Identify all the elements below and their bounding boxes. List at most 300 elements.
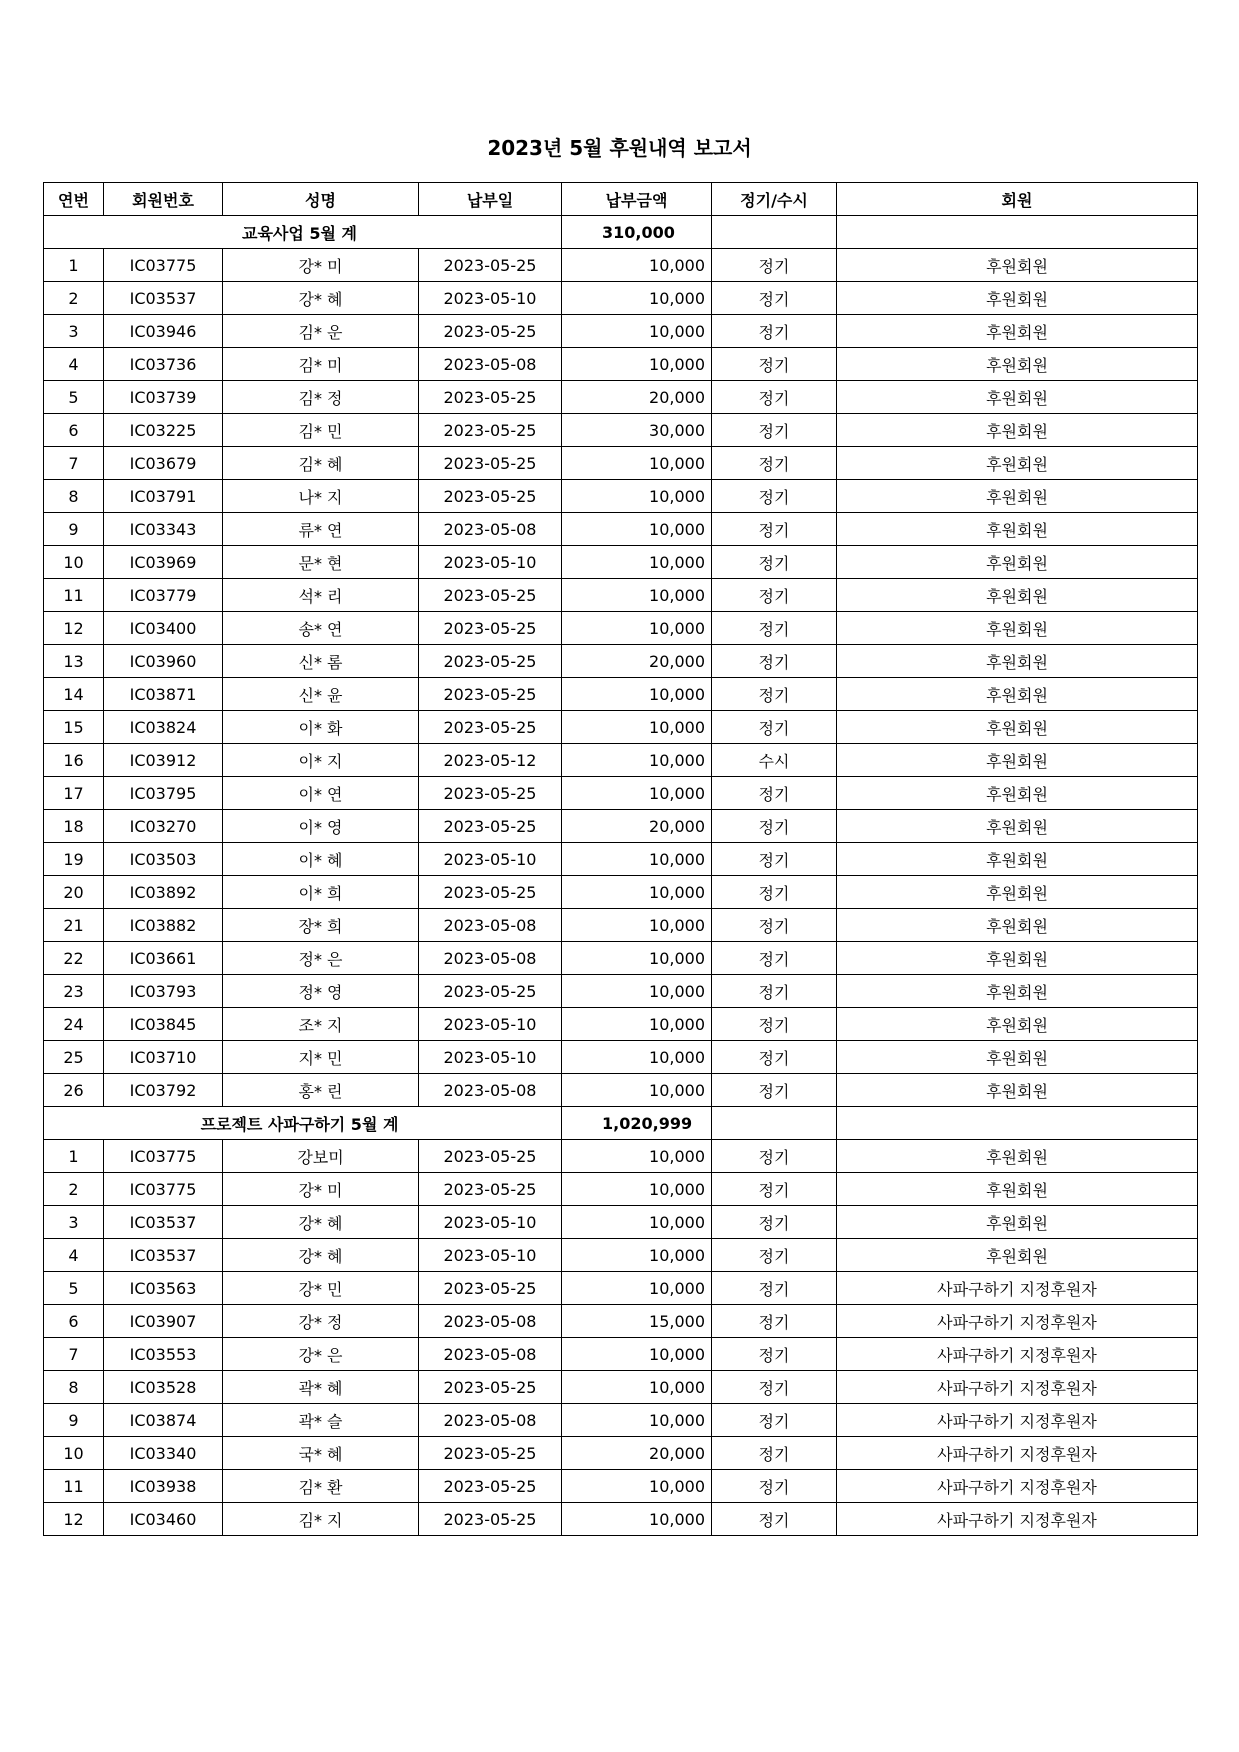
table-row bbox=[44, 1470, 1198, 1503]
cell-index: 11 bbox=[44, 1470, 104, 1503]
cell-type: 정기 bbox=[712, 1272, 837, 1305]
cell-amount: 10,000 bbox=[562, 1041, 712, 1074]
cell-payment-date: 2023-05-10 bbox=[419, 1239, 562, 1272]
cell-member-id: IC03528 bbox=[104, 1371, 223, 1404]
cell-type: 정기 bbox=[712, 1008, 837, 1041]
table-row bbox=[44, 249, 1198, 282]
cell-amount: 10,000 bbox=[562, 909, 712, 942]
cell-amount: 10,000 bbox=[562, 942, 712, 975]
cell-index: 15 bbox=[44, 711, 104, 744]
header-row bbox=[44, 183, 1198, 216]
cell-name: 김* 혜 bbox=[223, 447, 419, 480]
table-row bbox=[44, 744, 1198, 777]
cell-member-type: 후원회원 bbox=[837, 381, 1198, 414]
cell-amount: 10,000 bbox=[562, 1074, 712, 1107]
cell-type: 정기 bbox=[712, 348, 837, 381]
cell-payment-date: 2023-05-25 bbox=[419, 414, 562, 447]
cell-member-id: IC03892 bbox=[104, 876, 223, 909]
cell-payment-date: 2023-05-25 bbox=[419, 447, 562, 480]
cell-type: 정기 bbox=[712, 1470, 837, 1503]
cell-index: 7 bbox=[44, 1338, 104, 1371]
cell-payment-date: 2023-05-25 bbox=[419, 480, 562, 513]
header-amount: 납부금액 bbox=[562, 183, 712, 216]
cell-index: 12 bbox=[44, 612, 104, 645]
cell-index: 2 bbox=[44, 1173, 104, 1206]
cell-member-type: 사파구하기 지정후원자 bbox=[837, 1272, 1198, 1305]
cell-amount: 10,000 bbox=[562, 282, 712, 315]
table-row bbox=[44, 546, 1198, 579]
cell-member-id: IC03791 bbox=[104, 480, 223, 513]
cell-member-id: IC03824 bbox=[104, 711, 223, 744]
cell-amount: 10,000 bbox=[562, 315, 712, 348]
cell-member-id: IC03553 bbox=[104, 1338, 223, 1371]
table-row bbox=[44, 1404, 1198, 1437]
cell-name: 정* 은 bbox=[223, 942, 419, 975]
table-row bbox=[44, 1041, 1198, 1074]
cell-member-type: 후원회원 bbox=[837, 480, 1198, 513]
cell-name: 이* 화 bbox=[223, 711, 419, 744]
cell-payment-date: 2023-05-25 bbox=[419, 1470, 562, 1503]
cell-type: 정기 bbox=[712, 1074, 837, 1107]
section-label: 교육사업 5월 계 bbox=[44, 216, 562, 249]
cell-amount: 20,000 bbox=[562, 1437, 712, 1470]
cell-payment-date: 2023-05-25 bbox=[419, 381, 562, 414]
cell-name: 송* 연 bbox=[223, 612, 419, 645]
cell-name: 이* 혜 bbox=[223, 843, 419, 876]
cell-member-type: 후원회원 bbox=[837, 1008, 1198, 1041]
cell-index: 25 bbox=[44, 1041, 104, 1074]
table-row bbox=[44, 414, 1198, 447]
cell-amount: 10,000 bbox=[562, 1206, 712, 1239]
cell-payment-date: 2023-05-25 bbox=[419, 1503, 562, 1536]
cell-member-type: 후원회원 bbox=[837, 1074, 1198, 1107]
cell-index: 13 bbox=[44, 645, 104, 678]
cell-payment-date: 2023-05-08 bbox=[419, 1404, 562, 1437]
cell-name: 강* 혜 bbox=[223, 1239, 419, 1272]
section-total: 1,020,999 bbox=[562, 1107, 712, 1140]
cell-amount: 10,000 bbox=[562, 1470, 712, 1503]
cell-member-type: 사파구하기 지정후원자 bbox=[837, 1305, 1198, 1338]
cell-member-id: IC03793 bbox=[104, 975, 223, 1008]
cell-amount: 10,000 bbox=[562, 744, 712, 777]
cell-name: 김* 미 bbox=[223, 348, 419, 381]
table-row bbox=[44, 1008, 1198, 1041]
cell-member-id: IC03563 bbox=[104, 1272, 223, 1305]
cell-payment-date: 2023-05-25 bbox=[419, 810, 562, 843]
cell-name: 강* 은 bbox=[223, 1338, 419, 1371]
cell-type: 정기 bbox=[712, 513, 837, 546]
cell-name: 이* 희 bbox=[223, 876, 419, 909]
cell-member-id: IC03736 bbox=[104, 348, 223, 381]
cell-member-type: 후원회원 bbox=[837, 1140, 1198, 1173]
cell-member-type: 사파구하기 지정후원자 bbox=[837, 1437, 1198, 1470]
table-row bbox=[44, 579, 1198, 612]
cell-type: 정기 bbox=[712, 843, 837, 876]
cell-type: 정기 bbox=[712, 711, 837, 744]
cell-amount: 20,000 bbox=[562, 810, 712, 843]
cell-name: 홍* 린 bbox=[223, 1074, 419, 1107]
cell-payment-date: 2023-05-10 bbox=[419, 546, 562, 579]
cell-member-id: IC03537 bbox=[104, 1239, 223, 1272]
cell-amount: 10,000 bbox=[562, 711, 712, 744]
cell-member-id: IC03340 bbox=[104, 1437, 223, 1470]
cell-type: 정기 bbox=[712, 381, 837, 414]
cell-type: 정기 bbox=[712, 678, 837, 711]
cell-name: 류* 연 bbox=[223, 513, 419, 546]
table-row bbox=[44, 1074, 1198, 1107]
table-row bbox=[44, 315, 1198, 348]
table-row bbox=[44, 810, 1198, 843]
table-row bbox=[44, 876, 1198, 909]
cell-name: 강* 미 bbox=[223, 249, 419, 282]
cell-payment-date: 2023-05-12 bbox=[419, 744, 562, 777]
cell-index: 5 bbox=[44, 381, 104, 414]
cell-type: 정기 bbox=[712, 942, 837, 975]
cell-member-id: IC03882 bbox=[104, 909, 223, 942]
table-row bbox=[44, 1140, 1198, 1173]
table-row bbox=[44, 1272, 1198, 1305]
cell-payment-date: 2023-05-10 bbox=[419, 1041, 562, 1074]
empty-cell bbox=[712, 1107, 837, 1140]
cell-name: 강* 미 bbox=[223, 1173, 419, 1206]
cell-name: 신* 윤 bbox=[223, 678, 419, 711]
cell-type: 수시 bbox=[712, 744, 837, 777]
table-row bbox=[44, 1437, 1198, 1470]
cell-payment-date: 2023-05-25 bbox=[419, 1140, 562, 1173]
cell-member-id: IC03400 bbox=[104, 612, 223, 645]
cell-amount: 10,000 bbox=[562, 513, 712, 546]
cell-index: 1 bbox=[44, 249, 104, 282]
cell-name: 이* 지 bbox=[223, 744, 419, 777]
cell-index: 11 bbox=[44, 579, 104, 612]
table-row bbox=[44, 1371, 1198, 1404]
table-row bbox=[44, 447, 1198, 480]
cell-member-id: IC03969 bbox=[104, 546, 223, 579]
cell-member-type: 사파구하기 지정후원자 bbox=[837, 1404, 1198, 1437]
cell-index: 1 bbox=[44, 1140, 104, 1173]
table-row bbox=[44, 348, 1198, 381]
table-row bbox=[44, 513, 1198, 546]
table-body bbox=[44, 216, 1198, 1536]
cell-index: 4 bbox=[44, 348, 104, 381]
cell-name: 나* 지 bbox=[223, 480, 419, 513]
cell-member-type: 후원회원 bbox=[837, 414, 1198, 447]
header-index: 연번 bbox=[44, 183, 104, 216]
cell-amount: 10,000 bbox=[562, 1173, 712, 1206]
cell-amount: 10,000 bbox=[562, 612, 712, 645]
cell-member-type: 후원회원 bbox=[837, 909, 1198, 942]
cell-type: 정기 bbox=[712, 1371, 837, 1404]
cell-index: 10 bbox=[44, 1437, 104, 1470]
table-row bbox=[44, 1503, 1198, 1536]
cell-name: 강보미 bbox=[223, 1140, 419, 1173]
cell-member-id: IC03912 bbox=[104, 744, 223, 777]
cell-index: 18 bbox=[44, 810, 104, 843]
cell-member-id: IC03845 bbox=[104, 1008, 223, 1041]
cell-index: 2 bbox=[44, 282, 104, 315]
cell-member-type: 후원회원 bbox=[837, 1206, 1198, 1239]
cell-payment-date: 2023-05-25 bbox=[419, 876, 562, 909]
cell-index: 7 bbox=[44, 447, 104, 480]
cell-type: 정기 bbox=[712, 810, 837, 843]
cell-member-type: 사파구하기 지정후원자 bbox=[837, 1503, 1198, 1536]
cell-amount: 15,000 bbox=[562, 1305, 712, 1338]
cell-member-type: 후원회원 bbox=[837, 744, 1198, 777]
cell-payment-date: 2023-05-08 bbox=[419, 1074, 562, 1107]
cell-type: 정기 bbox=[712, 480, 837, 513]
cell-member-id: IC03503 bbox=[104, 843, 223, 876]
cell-payment-date: 2023-05-25 bbox=[419, 315, 562, 348]
cell-amount: 10,000 bbox=[562, 579, 712, 612]
cell-amount: 10,000 bbox=[562, 1503, 712, 1536]
cell-amount: 10,000 bbox=[562, 678, 712, 711]
cell-payment-date: 2023-05-25 bbox=[419, 711, 562, 744]
cell-type: 정기 bbox=[712, 777, 837, 810]
table-row bbox=[44, 1338, 1198, 1371]
cell-type: 정기 bbox=[712, 1041, 837, 1074]
cell-name: 강* 민 bbox=[223, 1272, 419, 1305]
table-row bbox=[44, 777, 1198, 810]
cell-index: 17 bbox=[44, 777, 104, 810]
cell-type: 정기 bbox=[712, 546, 837, 579]
cell-amount: 10,000 bbox=[562, 876, 712, 909]
table-row bbox=[44, 282, 1198, 315]
cell-name: 김* 환 bbox=[223, 1470, 419, 1503]
cell-type: 정기 bbox=[712, 282, 837, 315]
cell-payment-date: 2023-05-25 bbox=[419, 975, 562, 1008]
cell-name: 곽* 슬 bbox=[223, 1404, 419, 1437]
header-payment-date: 납부일 bbox=[419, 183, 562, 216]
cell-index: 24 bbox=[44, 1008, 104, 1041]
table-row bbox=[44, 711, 1198, 744]
cell-type: 정기 bbox=[712, 579, 837, 612]
cell-index: 12 bbox=[44, 1503, 104, 1536]
cell-amount: 10,000 bbox=[562, 1338, 712, 1371]
cell-member-type: 후원회원 bbox=[837, 975, 1198, 1008]
cell-member-type: 후원회원 bbox=[837, 348, 1198, 381]
cell-index: 23 bbox=[44, 975, 104, 1008]
cell-type: 정기 bbox=[712, 876, 837, 909]
cell-member-type: 후원회원 bbox=[837, 942, 1198, 975]
cell-amount: 20,000 bbox=[562, 381, 712, 414]
cell-amount: 10,000 bbox=[562, 1140, 712, 1173]
cell-member-id: IC03907 bbox=[104, 1305, 223, 1338]
cell-member-id: IC03775 bbox=[104, 249, 223, 282]
empty-cell bbox=[837, 1107, 1198, 1140]
cell-member-type: 후원회원 bbox=[837, 1041, 1198, 1074]
header-member-type: 회원 bbox=[837, 183, 1198, 216]
cell-member-id: IC03874 bbox=[104, 1404, 223, 1437]
cell-type: 정기 bbox=[712, 1173, 837, 1206]
cell-index: 10 bbox=[44, 546, 104, 579]
cell-payment-date: 2023-05-25 bbox=[419, 612, 562, 645]
cell-amount: 30,000 bbox=[562, 414, 712, 447]
table-row bbox=[44, 1173, 1198, 1206]
cell-name: 김* 정 bbox=[223, 381, 419, 414]
cell-amount: 10,000 bbox=[562, 975, 712, 1008]
cell-amount: 10,000 bbox=[562, 1272, 712, 1305]
cell-name: 정* 영 bbox=[223, 975, 419, 1008]
cell-payment-date: 2023-05-25 bbox=[419, 1371, 562, 1404]
cell-amount: 10,000 bbox=[562, 777, 712, 810]
cell-member-type: 후원회원 bbox=[837, 579, 1198, 612]
cell-member-type: 사파구하기 지정후원자 bbox=[837, 1338, 1198, 1371]
cell-amount: 10,000 bbox=[562, 1239, 712, 1272]
cell-name: 이* 영 bbox=[223, 810, 419, 843]
cell-name: 김* 운 bbox=[223, 315, 419, 348]
cell-name: 조* 지 bbox=[223, 1008, 419, 1041]
cell-member-id: IC03775 bbox=[104, 1140, 223, 1173]
empty-cell bbox=[712, 216, 837, 249]
cell-payment-date: 2023-05-10 bbox=[419, 1008, 562, 1041]
cell-member-id: IC03460 bbox=[104, 1503, 223, 1536]
cell-member-type: 후원회원 bbox=[837, 546, 1198, 579]
cell-name: 이* 연 bbox=[223, 777, 419, 810]
report-title: 2023년 5월 후원내역 보고서 bbox=[487, 136, 752, 160]
cell-payment-date: 2023-05-25 bbox=[419, 645, 562, 678]
cell-payment-date: 2023-05-08 bbox=[419, 942, 562, 975]
cell-payment-date: 2023-05-08 bbox=[419, 1338, 562, 1371]
cell-name: 김* 민 bbox=[223, 414, 419, 447]
cell-index: 6 bbox=[44, 414, 104, 447]
cell-type: 정기 bbox=[712, 249, 837, 282]
cell-member-type: 후원회원 bbox=[837, 1239, 1198, 1272]
table-row bbox=[44, 1239, 1198, 1272]
cell-payment-date: 2023-05-25 bbox=[419, 777, 562, 810]
table-row bbox=[44, 480, 1198, 513]
cell-member-id: IC03960 bbox=[104, 645, 223, 678]
cell-type: 정기 bbox=[712, 315, 837, 348]
cell-type: 정기 bbox=[712, 1503, 837, 1536]
cell-name: 김* 지 bbox=[223, 1503, 419, 1536]
table-row bbox=[44, 645, 1198, 678]
cell-amount: 10,000 bbox=[562, 546, 712, 579]
cell-index: 21 bbox=[44, 909, 104, 942]
cell-amount: 10,000 bbox=[562, 480, 712, 513]
cell-name: 문* 현 bbox=[223, 546, 419, 579]
cell-member-type: 후원회원 bbox=[837, 678, 1198, 711]
cell-type: 정기 bbox=[712, 1140, 837, 1173]
cell-payment-date: 2023-05-10 bbox=[419, 282, 562, 315]
cell-index: 3 bbox=[44, 315, 104, 348]
cell-type: 정기 bbox=[712, 909, 837, 942]
cell-member-id: IC03679 bbox=[104, 447, 223, 480]
cell-name: 장* 희 bbox=[223, 909, 419, 942]
cell-member-id: IC03661 bbox=[104, 942, 223, 975]
donation-table bbox=[43, 182, 1198, 1536]
cell-member-id: IC03343 bbox=[104, 513, 223, 546]
cell-index: 14 bbox=[44, 678, 104, 711]
cell-index: 19 bbox=[44, 843, 104, 876]
cell-member-id: IC03779 bbox=[104, 579, 223, 612]
cell-member-type: 후원회원 bbox=[837, 645, 1198, 678]
cell-index: 9 bbox=[44, 1404, 104, 1437]
cell-type: 정기 bbox=[712, 1239, 837, 1272]
cell-amount: 10,000 bbox=[562, 843, 712, 876]
cell-member-id: IC03795 bbox=[104, 777, 223, 810]
cell-index: 6 bbox=[44, 1305, 104, 1338]
cell-amount: 10,000 bbox=[562, 1371, 712, 1404]
cell-member-id: IC03225 bbox=[104, 414, 223, 447]
cell-name: 지* 민 bbox=[223, 1041, 419, 1074]
section-subtotal-row bbox=[44, 1107, 1198, 1140]
cell-amount: 10,000 bbox=[562, 1008, 712, 1041]
cell-member-type: 후원회원 bbox=[837, 612, 1198, 645]
header-name: 성명 bbox=[223, 183, 419, 216]
cell-type: 정기 bbox=[712, 612, 837, 645]
cell-member-type: 후원회원 bbox=[837, 249, 1198, 282]
cell-index: 16 bbox=[44, 744, 104, 777]
cell-name: 강* 혜 bbox=[223, 282, 419, 315]
empty-cell bbox=[837, 216, 1198, 249]
cell-name: 신* 롬 bbox=[223, 645, 419, 678]
cell-index: 3 bbox=[44, 1206, 104, 1239]
cell-type: 정기 bbox=[712, 1404, 837, 1437]
cell-payment-date: 2023-05-08 bbox=[419, 513, 562, 546]
cell-member-type: 사파구하기 지정후원자 bbox=[837, 1371, 1198, 1404]
header-member-id: 회원번호 bbox=[104, 183, 223, 216]
cell-member-id: IC03537 bbox=[104, 1206, 223, 1239]
cell-index: 8 bbox=[44, 1371, 104, 1404]
cell-index: 9 bbox=[44, 513, 104, 546]
cell-member-id: IC03739 bbox=[104, 381, 223, 414]
cell-index: 20 bbox=[44, 876, 104, 909]
cell-member-type: 후원회원 bbox=[837, 513, 1198, 546]
cell-member-id: IC03775 bbox=[104, 1173, 223, 1206]
cell-type: 정기 bbox=[712, 1206, 837, 1239]
cell-member-type: 후원회원 bbox=[837, 843, 1198, 876]
cell-member-type: 후원회원 bbox=[837, 876, 1198, 909]
cell-type: 정기 bbox=[712, 447, 837, 480]
cell-payment-date: 2023-05-25 bbox=[419, 1437, 562, 1470]
header-type: 정기/수시 bbox=[712, 183, 837, 216]
cell-type: 정기 bbox=[712, 414, 837, 447]
cell-payment-date: 2023-05-25 bbox=[419, 249, 562, 282]
cell-payment-date: 2023-05-10 bbox=[419, 1206, 562, 1239]
cell-member-type: 후원회원 bbox=[837, 1173, 1198, 1206]
cell-member-id: IC03871 bbox=[104, 678, 223, 711]
cell-member-type: 후원회원 bbox=[837, 711, 1198, 744]
cell-name: 강* 정 bbox=[223, 1305, 419, 1338]
cell-payment-date: 2023-05-08 bbox=[419, 348, 562, 381]
table-row bbox=[44, 843, 1198, 876]
cell-amount: 10,000 bbox=[562, 1404, 712, 1437]
cell-name: 국* 혜 bbox=[223, 1437, 419, 1470]
cell-payment-date: 2023-05-25 bbox=[419, 579, 562, 612]
cell-type: 정기 bbox=[712, 1338, 837, 1371]
cell-member-type: 후원회원 bbox=[837, 810, 1198, 843]
cell-index: 26 bbox=[44, 1074, 104, 1107]
cell-member-id: IC03938 bbox=[104, 1470, 223, 1503]
cell-name: 강* 혜 bbox=[223, 1206, 419, 1239]
cell-name: 석* 리 bbox=[223, 579, 419, 612]
table-row bbox=[44, 942, 1198, 975]
cell-member-type: 후원회원 bbox=[837, 315, 1198, 348]
cell-index: 5 bbox=[44, 1272, 104, 1305]
cell-amount: 10,000 bbox=[562, 447, 712, 480]
cell-payment-date: 2023-05-25 bbox=[419, 1272, 562, 1305]
cell-type: 정기 bbox=[712, 975, 837, 1008]
cell-amount: 20,000 bbox=[562, 645, 712, 678]
cell-name: 곽* 혜 bbox=[223, 1371, 419, 1404]
cell-member-type: 사파구하기 지정후원자 bbox=[837, 1470, 1198, 1503]
table-row bbox=[44, 909, 1198, 942]
table-row bbox=[44, 1305, 1198, 1338]
cell-member-id: IC03270 bbox=[104, 810, 223, 843]
cell-index: 4 bbox=[44, 1239, 104, 1272]
table-row bbox=[44, 678, 1198, 711]
cell-payment-date: 2023-05-08 bbox=[419, 909, 562, 942]
